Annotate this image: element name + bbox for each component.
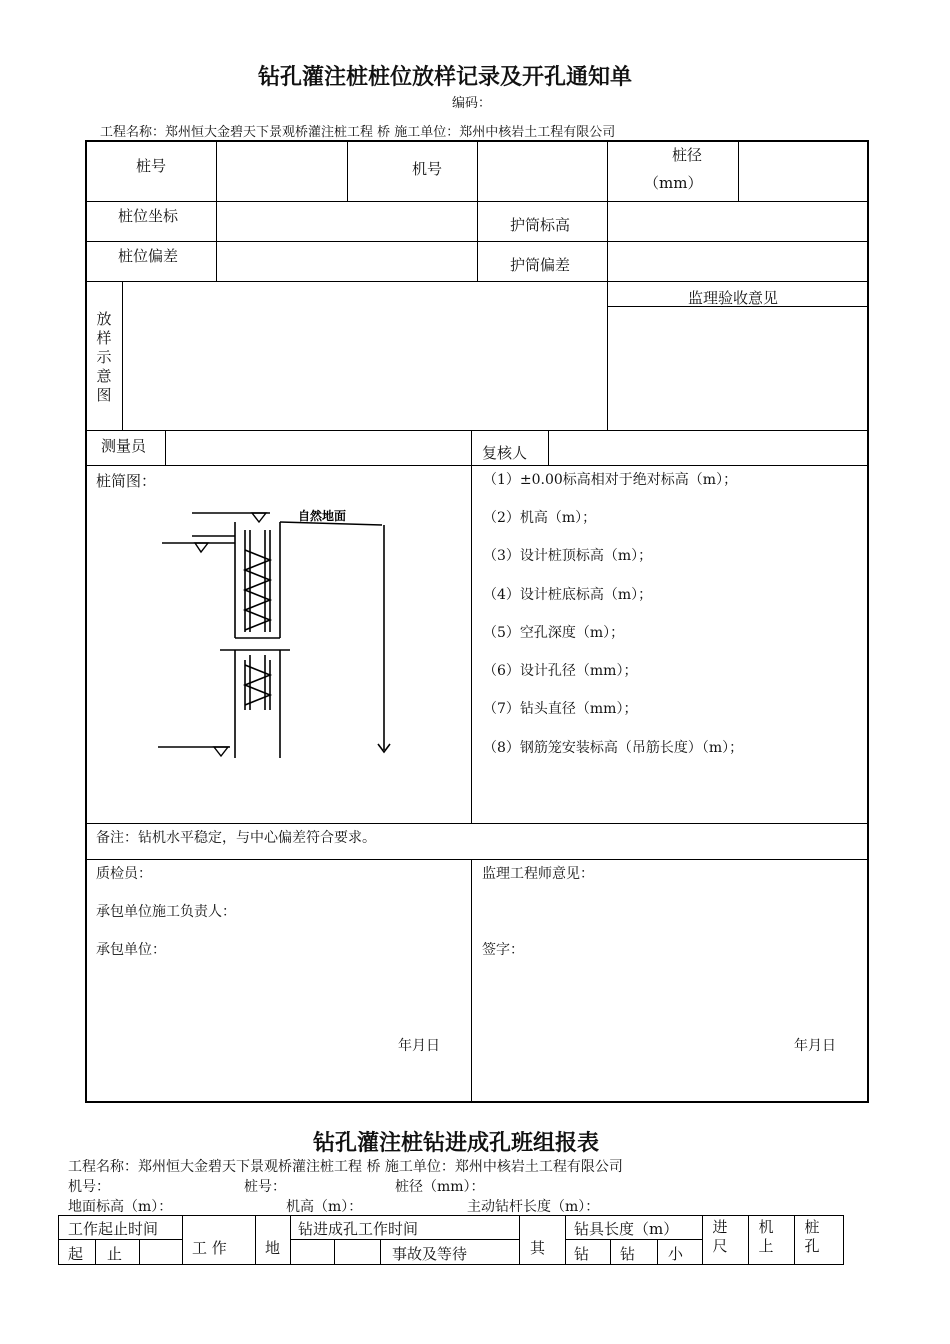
signature-label: 签字： bbox=[482, 942, 524, 958]
date-left: 年月日 bbox=[398, 1038, 440, 1054]
item-4: （4）设计桩底标高（m）； bbox=[483, 587, 653, 603]
pile-hole-header: 桩孔 bbox=[804, 1218, 820, 1255]
layout-sketch-label: 放样示意图 bbox=[96, 310, 112, 404]
form2-project-line: 工程名称：郑州恒大金碧天下景观桥灌注桩工程 桥 施工单位：郑州中核岩土工程有限公司 bbox=[68, 1159, 623, 1175]
item-7: （7）钻头直径（mm）； bbox=[483, 701, 638, 717]
pile-no-label: 桩号 bbox=[136, 157, 167, 175]
project-line: 工程名称：郑州恒大金碧天下景观桥灌注桩工程 桥 施工单位：郑州中核岩土工程有限公司 bbox=[100, 125, 616, 140]
start-header: 起 bbox=[68, 1245, 84, 1263]
item-2: （2）机高（m）； bbox=[483, 510, 597, 526]
item-6: （6）设计孔径（mm）； bbox=[483, 663, 638, 679]
form2-pile-no: 桩号： bbox=[244, 1179, 286, 1195]
code-label: 编码： bbox=[452, 96, 492, 111]
ground-label: 自然地面 bbox=[298, 509, 347, 523]
bit2-header: 钻 bbox=[620, 1245, 636, 1263]
drilling-time-header: 钻进成孔工作时间 bbox=[298, 1220, 419, 1238]
pile-coord-label: 桩位坐标 bbox=[118, 207, 179, 225]
contractor-lead-label: 承包单位施工负责人： bbox=[96, 904, 236, 920]
engineer-opinion-label: 监理工程师意见： bbox=[482, 866, 594, 882]
casing-elev-label: 护筒标高 bbox=[510, 216, 571, 234]
qc-label: 质检员： bbox=[96, 866, 152, 882]
date-right: 年月日 bbox=[794, 1038, 836, 1054]
reviewer-label: 复核人 bbox=[482, 444, 528, 462]
remark: 备注：钻机水平稳定，与中心偏差符合要求。 bbox=[96, 830, 376, 846]
form1-title: 钻孔灌注桩桩位放样记录及开孔通知单 bbox=[258, 65, 633, 90]
pile-diameter-label: 桩径 bbox=[672, 146, 703, 164]
form2-kelly-length: 主动钻杆长度（m）： bbox=[467, 1199, 600, 1215]
ground-header: 地 bbox=[265, 1239, 281, 1257]
pile-diameter-unit: （mm） bbox=[644, 174, 703, 192]
advance-header: 进尺 bbox=[712, 1218, 728, 1255]
pile-deviation-label: 桩位偏差 bbox=[118, 247, 179, 265]
surveyor-label: 测量员 bbox=[101, 437, 147, 455]
form2-title: 钻孔灌注桩钻进成孔班组报表 bbox=[313, 1131, 600, 1156]
bit-header: 钻 bbox=[574, 1245, 590, 1263]
item-3: （3）设计桩顶标高（m）； bbox=[483, 548, 653, 564]
other-header: 其 bbox=[530, 1239, 546, 1257]
item-5: （5）空孔深度（m）； bbox=[483, 625, 625, 641]
end-header: 止 bbox=[107, 1245, 123, 1263]
pile-diagram-label: 桩简图： bbox=[96, 472, 157, 490]
tool-length-header: 钻具长度（m） bbox=[574, 1220, 679, 1238]
supervision-opinion-label: 监理验收意见 bbox=[688, 289, 779, 307]
form2-ground-elev: 地面标高（m）： bbox=[68, 1199, 173, 1215]
work-header: 工 作 bbox=[192, 1239, 227, 1257]
form2-machine-no: 机号： bbox=[68, 1179, 110, 1195]
contractor-label: 承包单位： bbox=[96, 942, 166, 958]
casing-deviation-label: 护筒偏差 bbox=[510, 256, 571, 274]
accident-header: 事故及等待 bbox=[392, 1245, 468, 1263]
machine-no-label: 机号 bbox=[412, 160, 443, 178]
item-8: （8）钢筋笼安装标高（吊筋长度）（m）； bbox=[483, 740, 744, 756]
small-header: 小 bbox=[668, 1245, 684, 1263]
form2-machine-height: 机高（m）： bbox=[286, 1199, 363, 1215]
pile-section-diagram bbox=[150, 500, 410, 770]
form2-pile-diameter: 桩径（mm）： bbox=[395, 1179, 485, 1195]
item-1: （1）±0.00标高相对于绝对标高（m）； bbox=[483, 472, 738, 488]
machine-up-header: 机上 bbox=[758, 1218, 774, 1255]
work-time-header: 工作起止时间 bbox=[68, 1220, 159, 1238]
